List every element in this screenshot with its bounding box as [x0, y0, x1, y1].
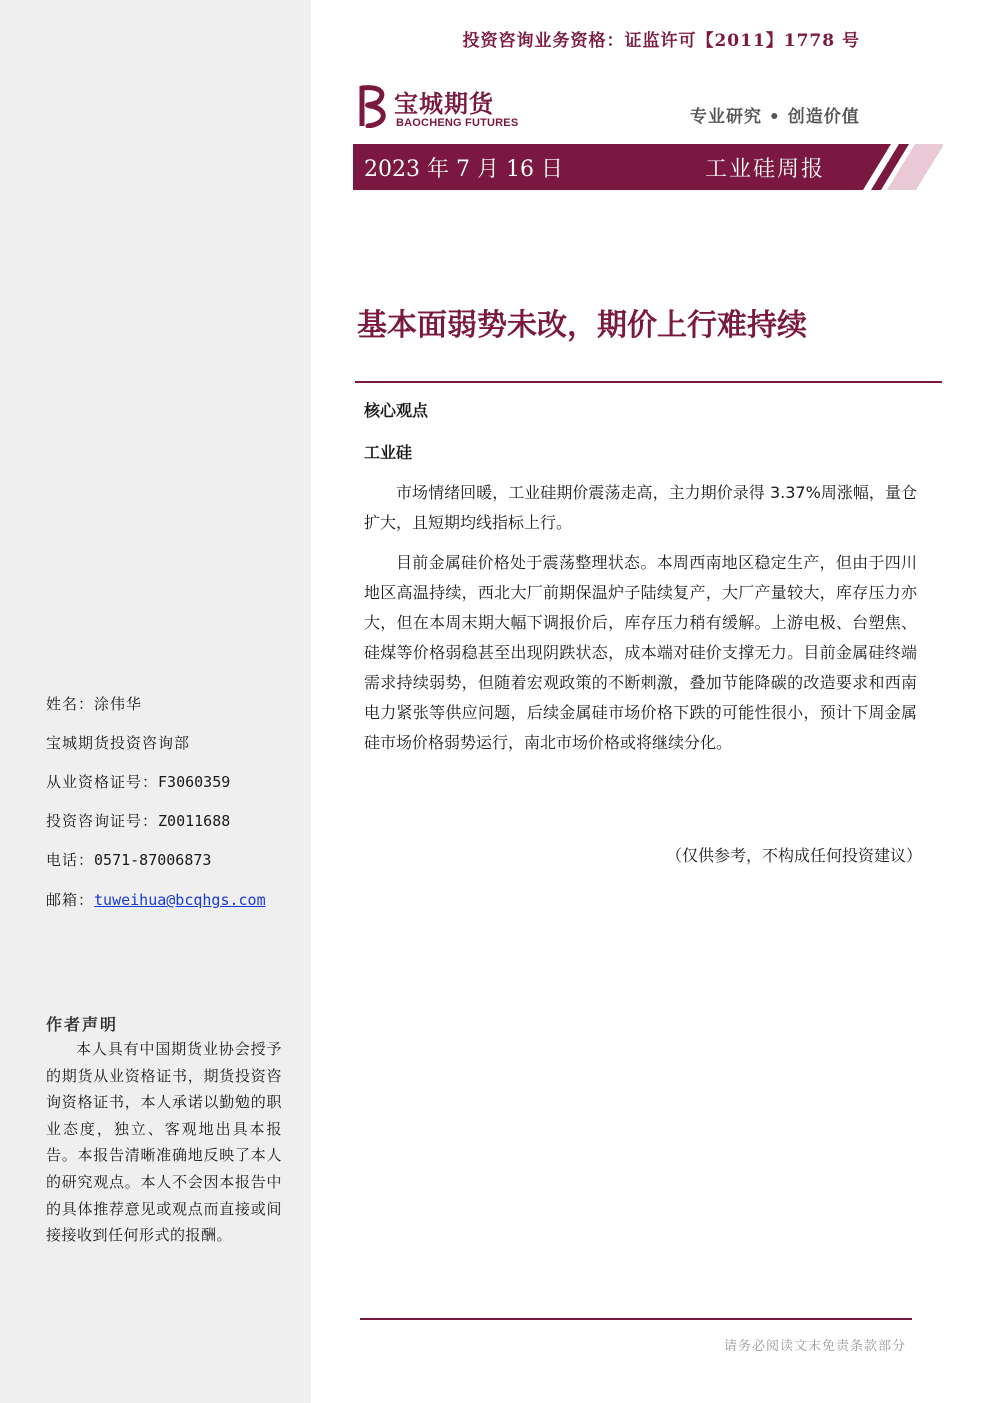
analyst-cert [46, 771, 230, 792]
company-slogan: 专业研究 • 创造价值 [690, 107, 860, 127]
reference-note: （仅供参考，不构成任何投资建议） [665, 846, 922, 865]
author-statement-text: 本人具有中国期货业协会授予的期货从业资格证书，期货投资咨询资格证书，本人承诺以勤勉的职业态度，独立、客观地出具本报告。本报告清晰准确地反映了本人的研究观点。本人不会因本报告中的具体推荐意见或观点而直接或间接接收到任何形式的报酬。 [46, 1040, 282, 1245]
report-headline: 基本面弱势未改，期价上行难持续 [357, 308, 807, 343]
analyst-name [46, 693, 142, 714]
footer-divider [360, 1318, 912, 1320]
advisory-label: 投资咨询证号： [46, 812, 159, 830]
logo-english-name: BAOCHENG FUTURES [396, 117, 519, 129]
headline-divider [355, 381, 942, 383]
analyst-phone [46, 849, 211, 870]
email-link[interactable]: tuweihua@bcqhgs.com [94, 891, 266, 909]
paragraph-market: 市场情绪回暖，工业硅期价震荡走高，主力期价录得 3.37%周涨幅，量仓扩大，且短期均线指标上行。 [364, 483, 917, 532]
license-statement: 投资咨询业务资格：证监许可【2011】1778 号 [462, 31, 860, 51]
analyst-email [46, 889, 266, 910]
report-type: 工业硅周报 [705, 157, 826, 182]
report-date: 2023 年 7 月 16 日 [364, 157, 563, 182]
report-banner [353, 144, 943, 190]
cert-value: F3060359 [158, 773, 231, 791]
analyst-department: 宝城期货投资咨询部 [46, 734, 191, 752]
logo-mark-icon [356, 84, 390, 128]
name-label: 姓名： [46, 695, 95, 713]
analyst-advisory-cert [46, 810, 230, 831]
logo-chinese-name: 宝城期货 [394, 89, 494, 118]
phone-value: 0571-87006873 [94, 851, 212, 869]
company-logo [356, 84, 526, 134]
section-heading-core-view: 核心观点 [364, 401, 429, 420]
author-statement-title: 作者声明 [46, 1015, 119, 1034]
advisory-value: Z0011688 [158, 812, 231, 830]
paragraph-fundamentals: 目前金属硅价格处于震荡整理状态。本周西南地区稳定生产，但由于四川地区高温持续，西北大厂前期保温炉子陆续复产，大厂产量较大，库存压力亦大，但在本周末期大幅下调报价后，库存压力稍有缓解。上游电极、台塑焦、硅煤等价格弱稳甚至出现阴跌状态，成本端对硅价支撑无力。目前金属硅终端需求持续弱势，但随着宏观政策的不断刺激，叠加节能降碳的改造要求和西南电力紧张等供应问题，后续金属硅市场价格下跌的可能性很小，预计下周金属硅市场价格弱势运行，南北市场价格或将继续分化。 [364, 553, 917, 752]
phone-label: 电话： [46, 851, 95, 869]
name-value: 涂伟华 [94, 695, 143, 713]
subsection-heading-silicon: 工业硅 [364, 443, 413, 462]
email-label: 邮箱： [46, 891, 95, 909]
cert-label: 从业资格证号： [46, 773, 159, 791]
footer-disclaimer: 请务必阅读文末免责条款部分 [723, 1339, 906, 1354]
